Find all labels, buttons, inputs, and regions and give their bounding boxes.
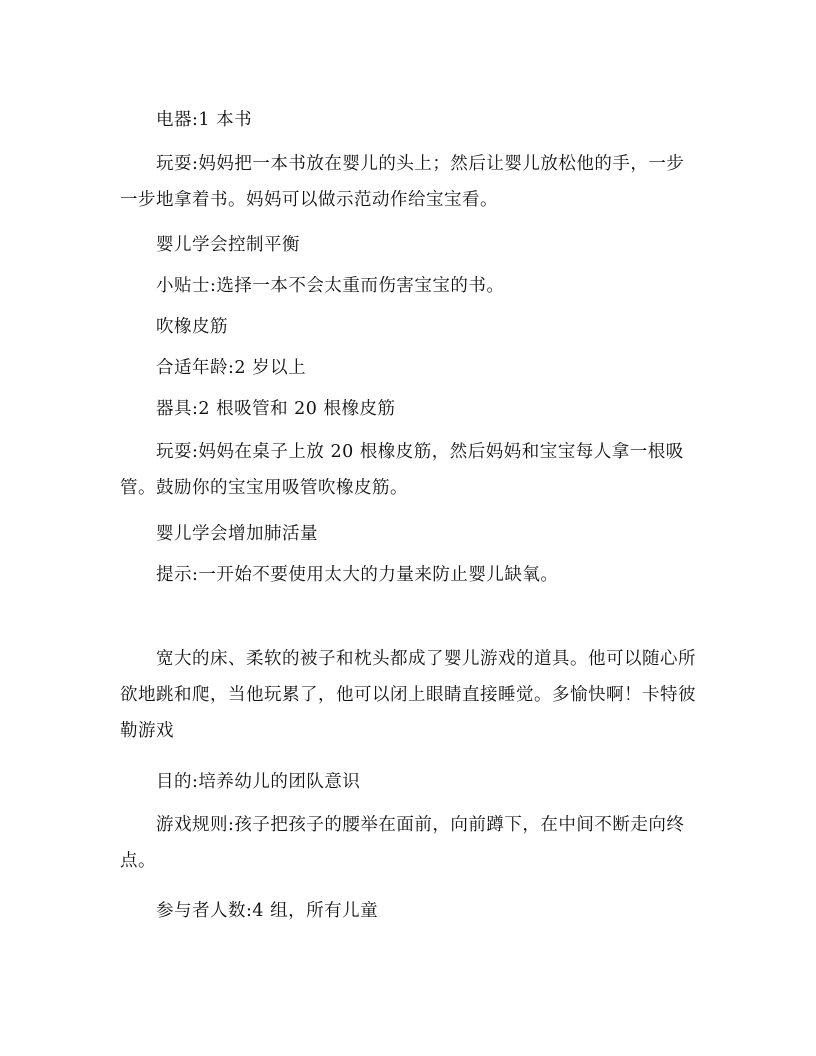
equipment-straws: 器具:2 根吸管和 20 根橡皮筋 <box>156 399 396 419</box>
participants-count: 参与者人数:4 组，所有儿童 <box>156 901 379 921</box>
suitable-age: 合适年龄:2 岁以上 <box>156 358 307 378</box>
hint-oxygen: 提示:一开始不要使用太大的力量来防止婴儿缺氧。 <box>156 565 559 585</box>
purpose-line: 目的:培养幼儿的团队意识 <box>156 772 361 792</box>
play-instructions-straws: 玩耍:妈妈在桌子上放 20 根橡皮筋，然后妈妈和宝宝每人拿一根吸管。鼓励你的宝宝用吸管吹橡皮筋。 <box>120 442 684 498</box>
learning-lung-capacity: 婴儿学会增加肺活量 <box>156 524 318 544</box>
play-instructions-book: 玩耍:妈妈把一本书放在婴儿的头上；然后让婴儿放松他的手，一步一步地拿着书。妈妈可以做示范动作给宝宝看。 <box>120 154 685 210</box>
tip-book: 小贴士:选择一本不会太重而伤害宝宝的书。 <box>156 276 505 296</box>
game-title-rubber-bands: 吹橡皮筋 <box>156 317 228 337</box>
bed-games-paragraph: 宽大的床、柔软的被子和枕头都成了婴儿游戏的道具。他可以随心所欲地跳和爬，当他玩累了，他可以闭上眼睛直接睡觉。多愉快啊！卡特彼勒游戏 <box>120 649 696 741</box>
equipment-line: 电器:1 本书 <box>156 110 253 130</box>
learning-balance: 婴儿学会控制平衡 <box>156 235 300 255</box>
game-rules: 游戏规则:孩子把孩子的腰举在面前，向前蹲下，在中间不断走向终点。 <box>120 815 685 871</box>
